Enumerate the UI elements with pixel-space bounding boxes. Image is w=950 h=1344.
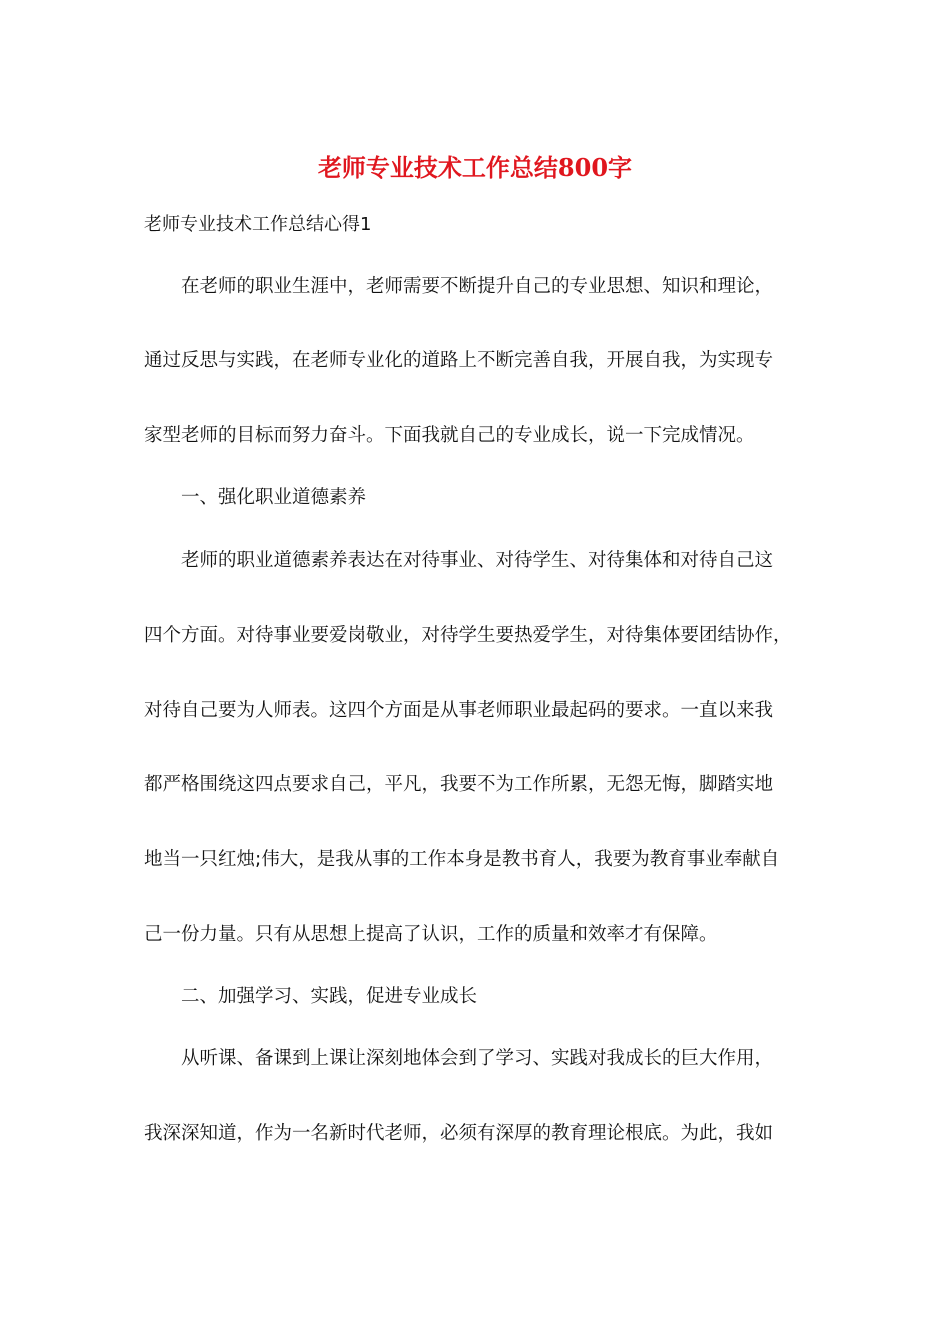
paragraph-line: 对待自己要为人师表。这四个方面是从事老师职业最起码的要求。一直以来我 [144, 700, 774, 721]
paragraph-line: 在老师的职业生涯中，老师需要不断提升自己的专业思想、知识和理论， [181, 276, 774, 297]
paragraph-line: 四个方面。对待事业要爱岗敬业，对待学生要热爱学生，对待集体要团结协作， [144, 625, 792, 646]
paragraph-line: 从听课、备课到上课让深刻地体会到了学习、实践对我成长的巨大作用， [181, 1048, 774, 1069]
paragraph-line: 老师的职业道德素养表达在对待事业、对待学生、对待集体和对待自己这 [181, 550, 774, 571]
paragraph-line: 地当一只红烛;伟大，是我从事的工作本身是教书育人，我要为教育事业奉献自 [144, 849, 780, 870]
paragraph-line: 己一份力量。只有从思想上提高了认识，工作的质量和效率才有保障。 [144, 924, 718, 945]
paragraph-line: 我深深知道，作为一名新时代老师，必须有深厚的教育理论根底。为此，我如 [144, 1123, 774, 1144]
document-subtitle: 老师专业技术工作总结心得1 [144, 214, 372, 235]
paragraph-line: 通过反思与实践，在老师专业化的道路上不断完善自我，开展自我，为实现专 [144, 350, 774, 371]
paragraph-line: 都严格围绕这四点要求自己，平凡，我要不为工作所累，无怨无悔，脚踏实地 [144, 774, 774, 795]
section-heading: 一、强化职业道德素养 [181, 487, 367, 508]
section-heading: 二、加强学习、实践，促进专业成长 [181, 986, 478, 1007]
document-title: 老师专业技术工作总结800字 [317, 153, 633, 182]
paragraph-line: 家型老师的目标而努力奋斗。下面我就自己的专业成长，说一下完成情况。 [144, 425, 755, 446]
